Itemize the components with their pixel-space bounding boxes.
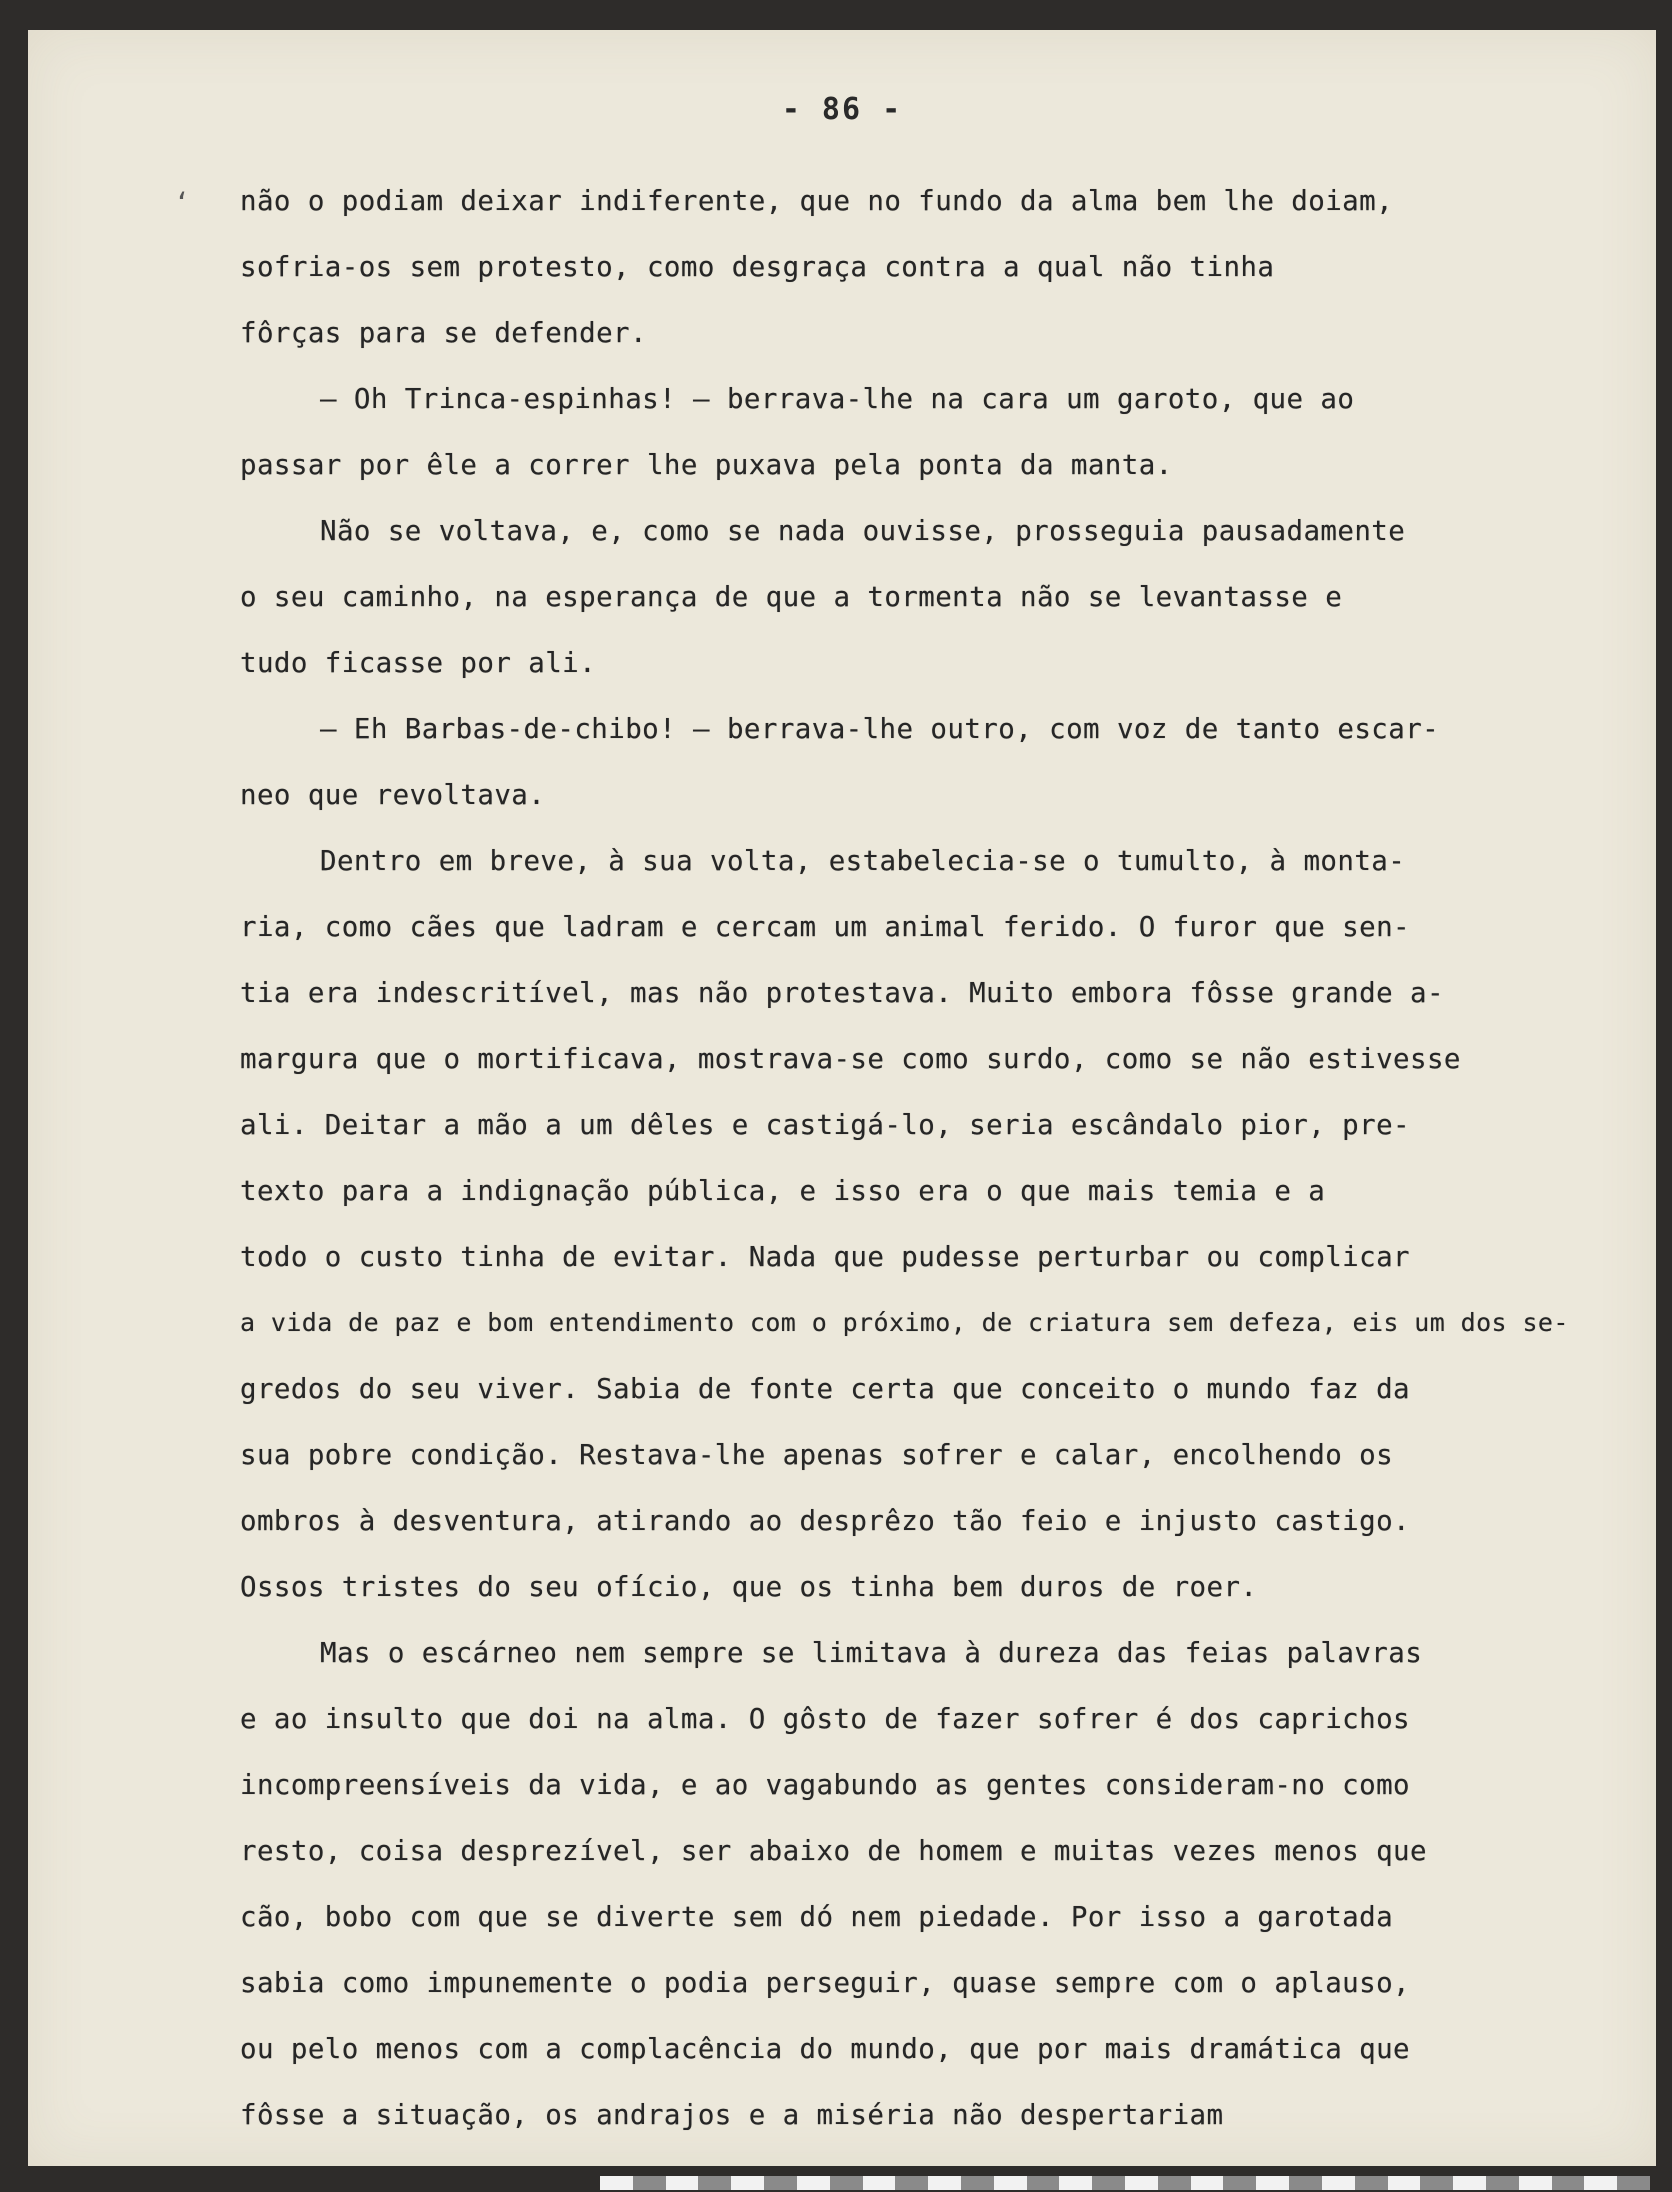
typewritten-body xyxy=(240,168,1672,2148)
text-line: neo que revoltava. xyxy=(240,779,546,811)
text-line: margura que o mortificava, mostrava-se como surdo, como se não estivesse xyxy=(240,1043,1461,1075)
text-line: e ao insulto que doi na alma. O gôsto de fazer sofrer é dos caprichos xyxy=(240,1703,1410,1735)
text-line: tia era indescritível, mas não protestava. Muito embora fôsse grande a- xyxy=(240,977,1444,1009)
margin-mark: ʻ xyxy=(174,188,190,218)
text-line: ou pelo menos com a complacência do mundo, que por mais dramática que xyxy=(240,2033,1410,2065)
text-line: Não se voltava, e, como se nada ouvisse, prosseguia pausadamente xyxy=(320,515,1406,547)
text-line: ombros à desventura, atirando ao desprêzo tão feio e injusto castigo. xyxy=(240,1505,1410,1537)
text-line: Ossos tristes do seu ofício, que os tinha bem duros de roer. xyxy=(240,1571,1258,1603)
text-line: ria, como cães que ladram e cercam um animal ferido. O furor que sen- xyxy=(240,911,1410,943)
text-line: incompreensíveis da vida, e ao vagabundo as gentes consideram-no como xyxy=(240,1769,1410,1801)
text-line: todo o custo tinha de evitar. Nada que pudesse perturbar ou complicar xyxy=(240,1241,1410,1273)
text-line: cão, bobo com que se diverte sem dó nem piedade. Por isso a garotada xyxy=(240,1901,1394,1933)
text-line: Mas o escárneo nem sempre se limitava à dureza das feias palavras xyxy=(320,1637,1423,1669)
text-line: resto, coisa desprezível, ser abaixo de homem e muitas vezes menos que xyxy=(240,1835,1427,1867)
text-line: sabia como impunemente o podia perseguir, quase sempre com o aplauso, xyxy=(240,1967,1410,1999)
text-line: o seu caminho, na esperança de que a tormenta não se levantasse e xyxy=(240,581,1343,613)
text-line: não o podiam deixar indiferente, que no fundo da alma bem lhe doiam, xyxy=(240,185,1394,217)
manuscript-page xyxy=(28,30,1656,2166)
text-line: a vida de paz e bom entendimento com o próximo, de criatura sem defeza, eis um dos se- xyxy=(240,1308,1569,1337)
text-line: fôsse a situação, os andrajos e a miséria não despertariam xyxy=(240,2099,1224,2131)
text-line: sofria-os sem protesto, como desgraça contra a qual não tinha xyxy=(240,251,1275,283)
text-line: tudo ficasse por ali. xyxy=(240,647,597,679)
text-line: fôrças para se defender. xyxy=(240,317,647,349)
page-number: - 86 - xyxy=(781,92,903,127)
color-scale-bar xyxy=(600,2176,1650,2190)
text-line: gredos do seu viver. Sabia de fonte certa que conceito o mundo faz da xyxy=(240,1373,1410,1405)
text-line: — Oh Trinca-espinhas! — berrava-lhe na cara um garoto, que ao xyxy=(320,383,1355,415)
text-line: ali. Deitar a mão a um dêles e castigá-lo, seria escândalo pior, pre- xyxy=(240,1109,1410,1141)
text-line: — Eh Barbas-de-chibo! — berrava-lhe outro, com voz de tanto escar- xyxy=(320,713,1440,745)
text-line: passar por êle a correr lhe puxava pela ponta da manta. xyxy=(240,449,1173,481)
text-line: sua pobre condição. Restava-lhe apenas sofrer e calar, encolhendo os xyxy=(240,1439,1394,1471)
text-line: Dentro em breve, à sua volta, estabelecia-se o tumulto, à monta- xyxy=(320,845,1406,877)
text-line: texto para a indignação pública, e isso era o que mais temia e a xyxy=(240,1175,1326,1207)
